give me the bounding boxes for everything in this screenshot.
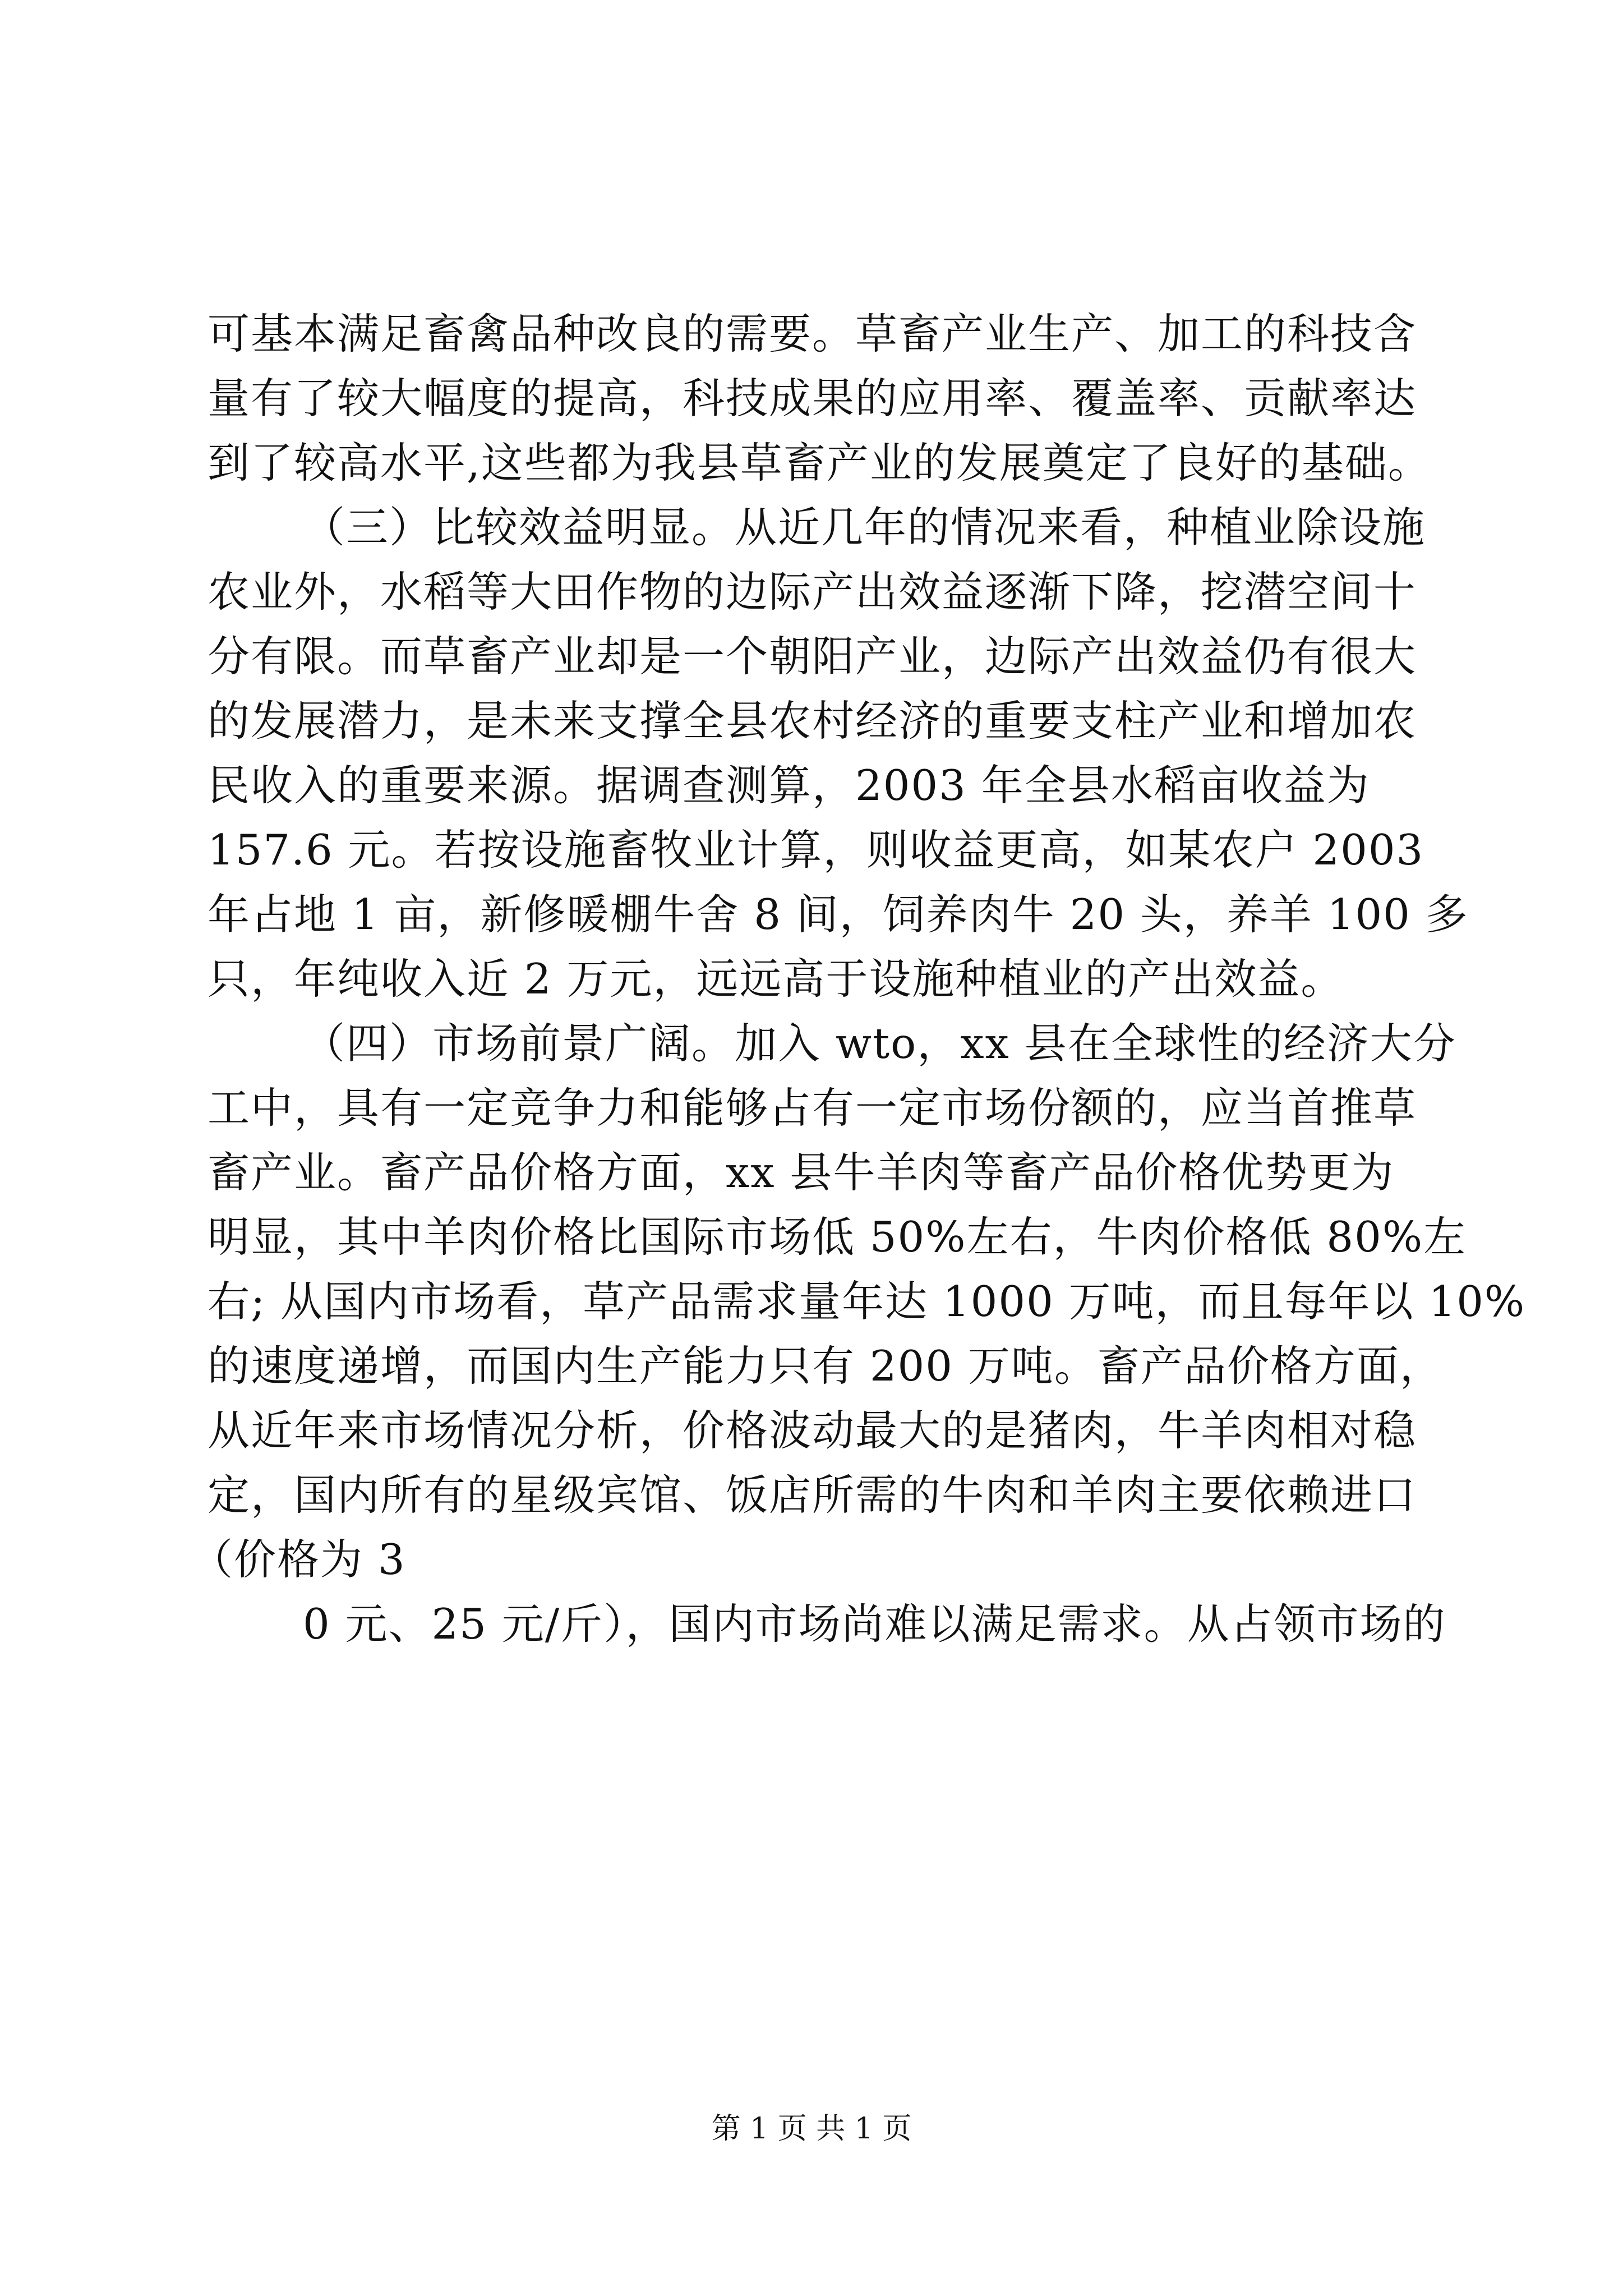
text-line-18: 从近年来市场情况分析，价格波动最大的是猪肉，牛羊肉相对稳 [208, 1406, 1417, 1455]
text-line-2: 量有了较大幅度的提高，科技成果的应用率、覆盖率、贡献率达 [208, 374, 1417, 423]
text-line-10: 年占地 1 亩，新修暖棚牛舍 8 间，饲养肉牛 20 头，养羊 100 多 [208, 890, 1469, 939]
text-line-3: 到了较高水平,这些都为我县草畜产业的发展奠定了良好的基础。 [208, 438, 1431, 487]
text-line-17: 的速度递增，而国内生产能力只有 200 万吨。畜产品价格方面， [208, 1341, 1443, 1391]
text-line-8: 民收入的重要来源。据调查测算，2003 年全县水稻亩收益为 [208, 761, 1370, 810]
text-line-15: 明显，其中羊肉价格比国际市场低 50%左右，牛肉价格低 80%左 [208, 1212, 1467, 1262]
text-line-19: 定，国内所有的星级宾馆、饭店所需的牛肉和羊肉主要依赖进口 [208, 1470, 1417, 1520]
text-line-6: 分有限。而草畜产业却是一个朝阳产业，边际产出效益仍有很大 [208, 632, 1417, 681]
text-line-11: 只，年纯收入近 2 万元，远远高于设施种植业的产出效益。 [208, 954, 1344, 1004]
text-line-16: 右; 从国内市场看，草产品需求量年达 1000 万吨，而且每年以 10% [208, 1277, 1526, 1326]
page-footer: 第 1 页 共 1 页 [711, 2112, 912, 2146]
paragraph-3-start: （三）比较效益明显。从近几年的情况来看，种植业除设施 [303, 503, 1426, 552]
text-line-21: 0 元、25 元/斤），国内市场尚难以满足需求。从占领市场的 [303, 1599, 1446, 1649]
text-line-9: 157.6 元。若按设施畜牧业计算，则收益更高，如某农户 2003 [208, 825, 1424, 875]
text-line-13: 工中，具有一定竞争力和能够占有一定市场份额的，应当首推草 [208, 1083, 1417, 1133]
text-line-20: （价格为 3 [191, 1535, 406, 1584]
paragraph-4-start: （四）市场前景广阔。加入 wto，xx 县在全球性的经济大分 [303, 1019, 1456, 1068]
text-line-14: 畜产业。畜产品价格方面，xx 县牛羊肉等畜产品价格优势更为 [208, 1148, 1395, 1197]
text-line-5: 农业外，水稻等大田作物的边际产出效益逐渐下降，挖潜空间十 [208, 567, 1417, 616]
text-line-1: 可基本满足畜禽品种改良的需要。草畜产业生产、加工的科技含 [208, 309, 1417, 358]
text-line-7: 的发展潜力，是未来支撑全县农村经济的重要支柱产业和增加农 [208, 696, 1417, 746]
